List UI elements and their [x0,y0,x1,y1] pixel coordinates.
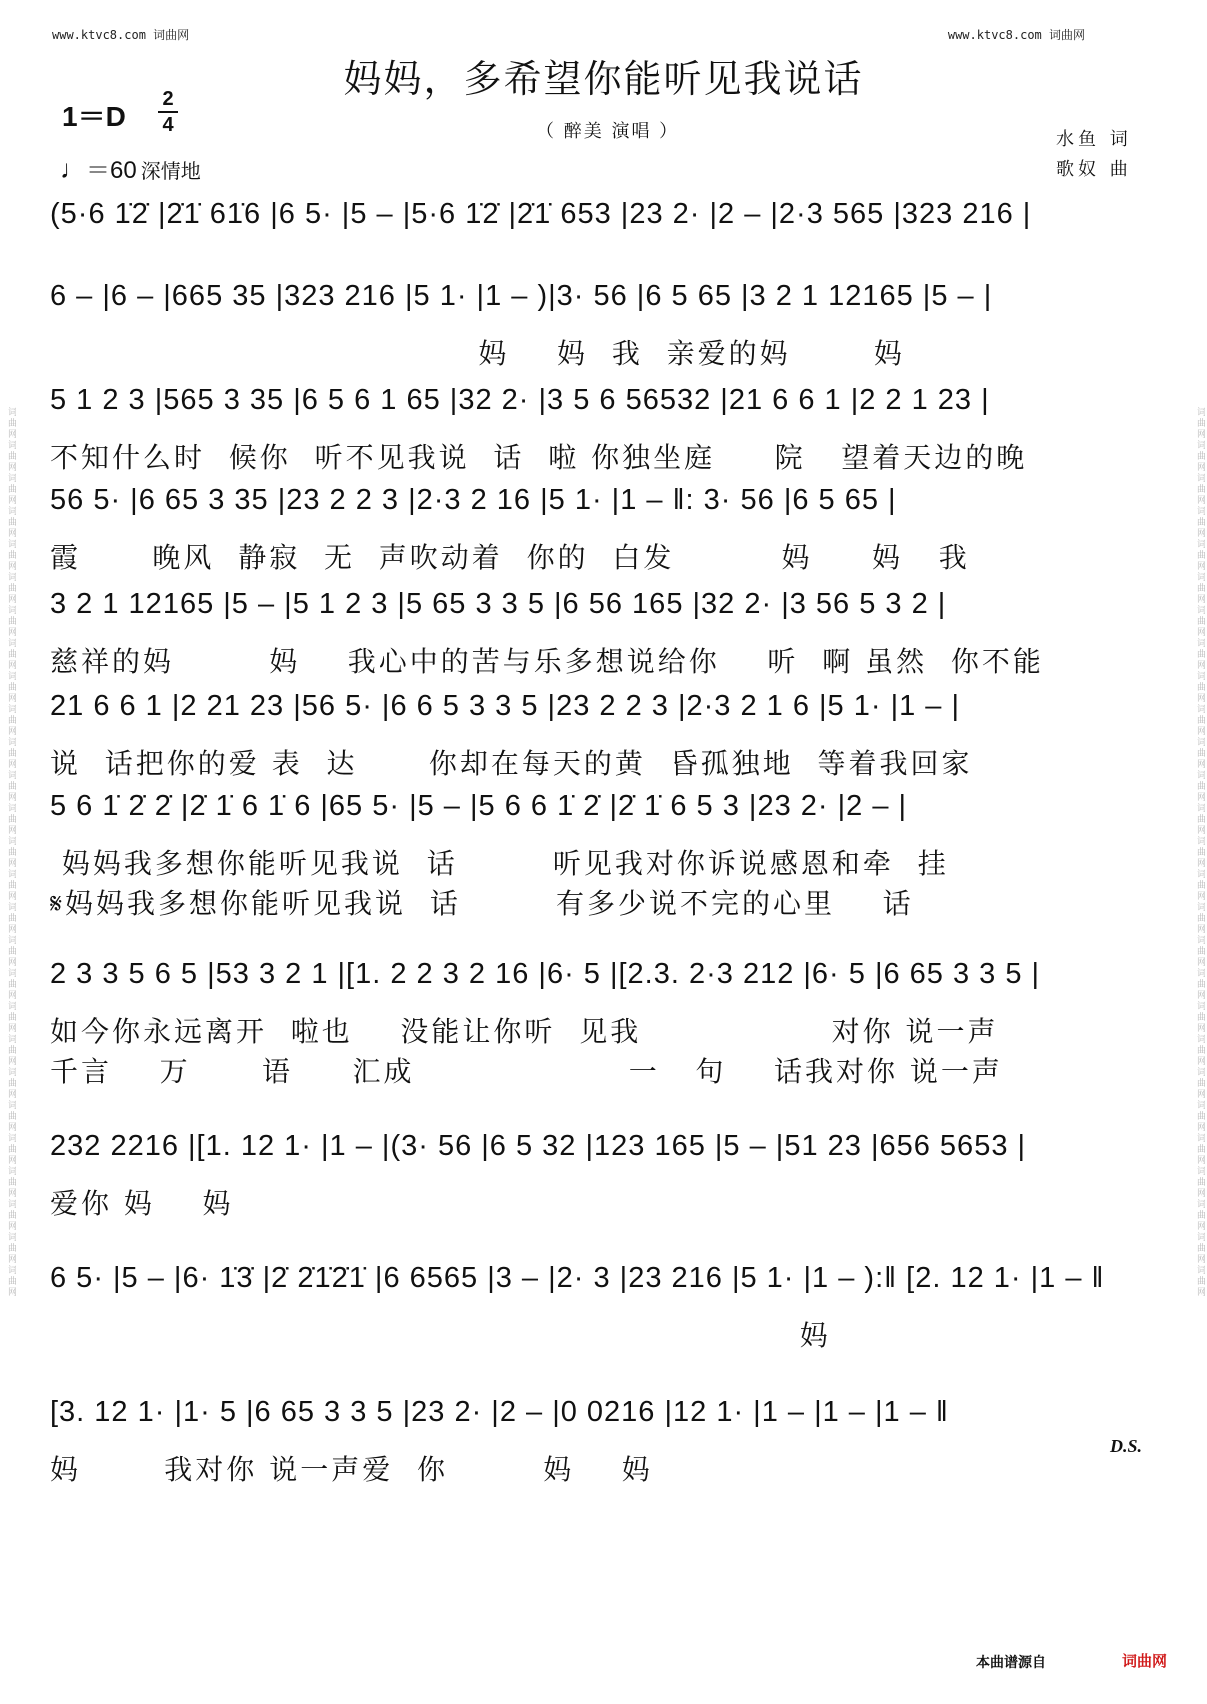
lyric-line: 不知什么时 候你 听不见我说 话 啦 你独坐庭 院 望着天边的晚 [50,441,1028,474]
tempo-value: ＝60 [86,157,137,184]
lyric-line: 妈 [50,1319,831,1352]
notation-line: 232 2216 |[1. 12 1· |1 – |(3· 56 |6 5 32 |123 165 |5 – |51 23 |656 5653 | [50,1130,1027,1162]
lyric-line: 说 话把你的爱 表 达 你却在每天的黄 昏孤独地 等着我回家 [50,747,973,780]
notation-line: [3. 12 1· |1· 5 |6 65 3 3 5 |23 2· |2 – |0 0216 |12 1· |1 – |1 – |1 – ‖ [50,1396,949,1428]
notation-line: 3 2 1 12165 |5 – |5 1 2 3 |5 65 3 3 5 |6 56 165 |32 2· |3 56 5 3 2 | [50,588,947,620]
notation-line: (5·6 1̇2̇ |2̇1̇ 61̇6 |6 5· |5 – |5·6 1̇2̇ |2̇1̇ 653 |23 2· |2 – |2·3 565 |323 216 | [50,198,1032,230]
notation-line: 6 – |6 – |665 35 |323 216 |5 1· |1 – )|3· 56 |6 5 65 |3 2 1 12165 |5 – | [50,280,993,312]
lyric-line: 妈妈我多想你能听见我说 话 听见我对你诉说感恩和牵 挂 [50,847,949,880]
tempo-marking [60,150,201,185]
brand-logo[interactable]: 词曲网 [1122,1652,1168,1670]
expression-mark: 深情地 [140,159,201,183]
meter-divider [158,111,178,113]
lyricist-credit: 水鱼 词 [1056,129,1132,150]
watermark-strip-left: 词曲网词曲网词曲网词曲网词曲网词曲网词曲网词曲网词曲网词曲网词曲网词曲网词曲网词曲网词曲网词曲网词曲网词曲网词曲网词曲网词曲网词曲网词曲网词曲网词曲网词曲网词曲网 [6,406,16,1298]
watermark-strip-right: 词曲网词曲网词曲网词曲网词曲网词曲网词曲网词曲网词曲网词曲网词曲网词曲网词曲网词曲网词曲网词曲网词曲网词曲网词曲网词曲网词曲网词曲网词曲网词曲网词曲网词曲网词曲网 [1195,406,1205,1298]
notation-line: 56 5· |6 65 3 35 |23 2 2 3 |2·3 2 16 |5 1· |1 – ‖: 3· 56 |6 5 65 | [50,484,897,516]
meter-bottom: 4 [162,114,174,136]
quarter-note-icon: ♩ [60,154,86,184]
source-label: 本曲谱源自 [976,1655,1046,1671]
singer-credit: （ 醉美 演唱 ） [536,121,680,142]
notation-line: 5 1 2 3 |565 3 35 |6 5 6 1 65 |32 2· |3 5 6 56532 |21 6 6 1 |2 2 1 23 | [50,384,990,416]
time-signature [158,88,178,136]
lyric-line: 霞 晚风 静寂 无 声吹动着 你的 白发 妈 妈 我 [50,541,970,574]
lyric-line: 爱你 妈 妈 [50,1187,234,1220]
notation-line: 6 5· |5 – |6· 1̇3̇ |2̇ 2̇1̇2̇1̇ |6 6565 |3 – |2· 3 |23 216 |5 1· |1 – ):‖ [2. 12 1· |1 – ‖ [50,1262,1105,1294]
lyric-line: 妈 我对你 说一声爱 你 妈 妈 [50,1453,653,1486]
notation-line: 2 3 3 5 6 5 |53 3 2 1 |[1. 2 2 3 2 16 |6· 5 |[2.3. 2·3 212 |6· 5 |6 65 3 3 5 | [50,958,1041,990]
site-link-right[interactable]: www.ktvc8.com 词曲网 [947,28,1085,42]
lyric-line: 千言 万 语 汇成 一 句 话我对你 说一声 [50,1055,1003,1088]
composer-credit: 歌奴 曲 [1056,159,1132,180]
notation-line: 21 6 6 1 |2 21 23 |56 5· |6 6 5 3 3 5 |23 2 2 3 |2·3 2 1 6 |5 1· |1 – | [50,690,961,722]
lyric-line: 慈祥的妈 妈 我心中的苦与乐多想说给你 听 啊 虽然 你不能 [50,645,1044,678]
key-signature: 1＝D [62,101,126,132]
lyric-line: 如今你永远离开 啦也 没能让你听 见我 对你 说一声 [50,1015,999,1048]
site-link-left[interactable]: www.ktvc8.com 词曲网 [52,28,190,42]
lyric-line: 妈 妈 我 亲爱的妈 妈 [50,337,905,370]
lyric-line: 𝄋妈妈我多想你能听见我说 话 有多少说不完的心里 话 [50,887,914,920]
meter-top: 2 [162,88,174,110]
notation-line: 5 6 1̇ 2̇ 2̇ |2̇ 1̇ 6 1̇ 6 |65 5· |5 – |5 6 6 1̇ 2̇ |2̇ 1̇ 6 5 3 |23 2· |2 – | [50,790,908,822]
dal-segno-mark: D.S. [1110,1436,1143,1456]
song-title: 妈妈，多希望你能听见我说话 [343,57,864,101]
